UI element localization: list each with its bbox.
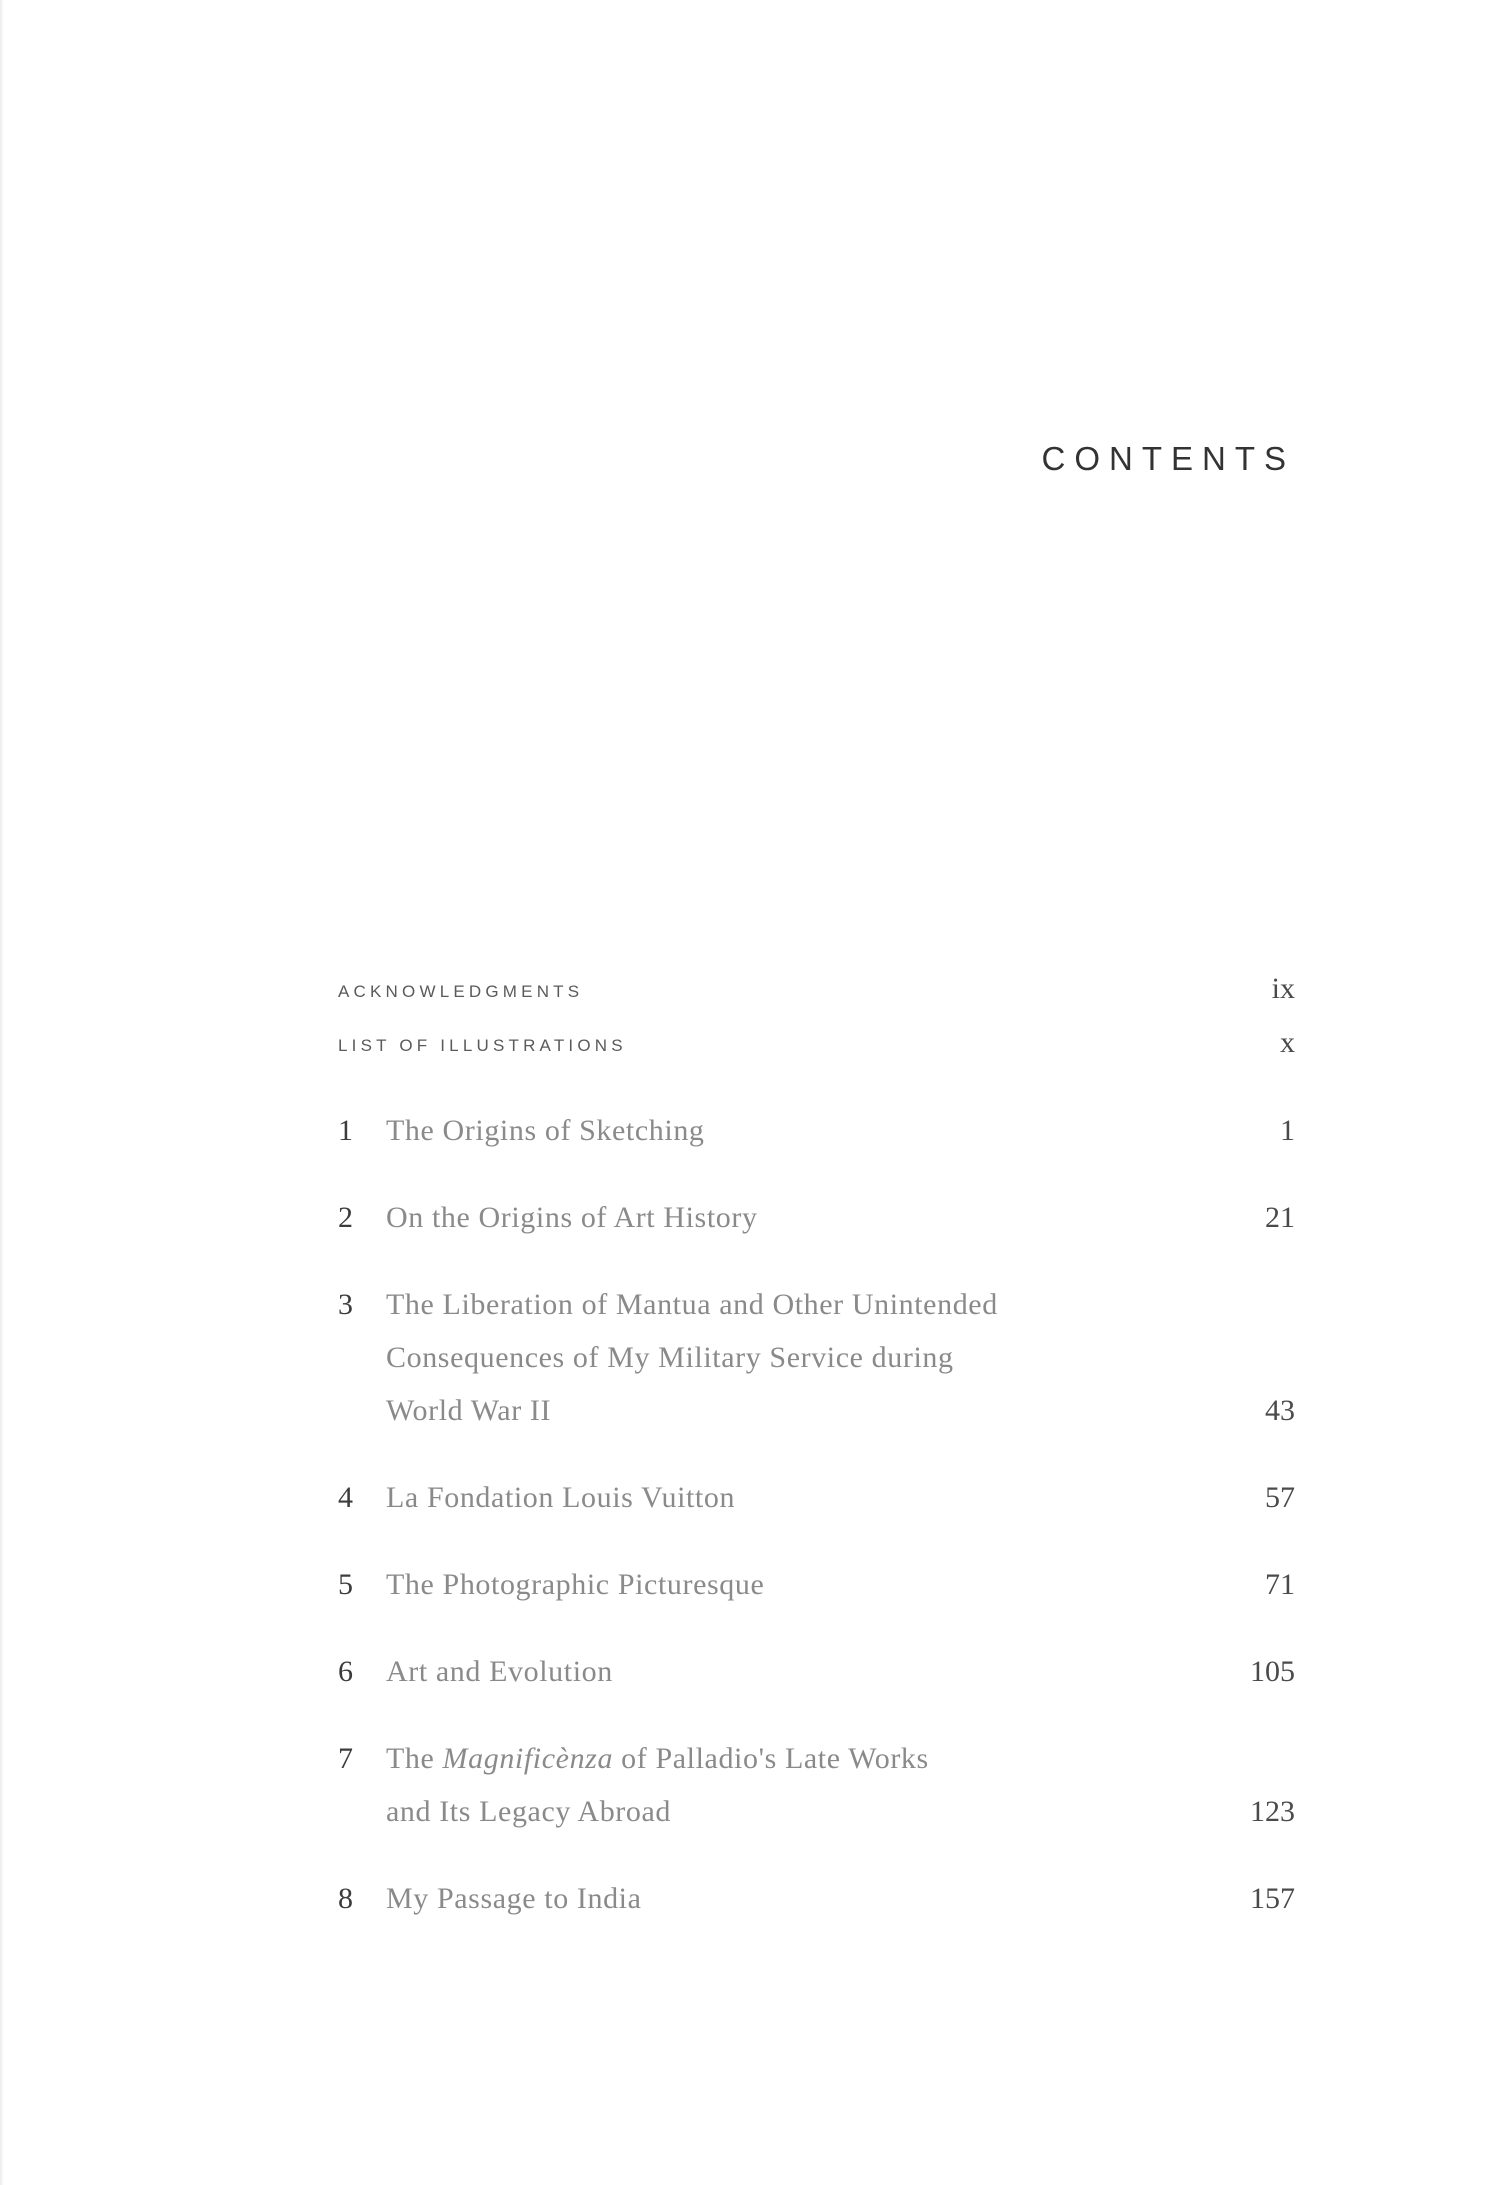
toc-entry-chapter-8[interactable] [338, 1872, 1295, 1925]
page-number: 71 [1265, 1568, 1295, 1601]
chapter-title-line: The Liberation of Mantua and Other Unintended [386, 1288, 998, 1321]
chapter-number: 5 [338, 1568, 353, 1601]
page-number: 1 [1280, 1114, 1295, 1147]
toc-entry-chapter-1[interactable] [338, 1104, 1295, 1157]
toc-entry-list-of-illustrations[interactable] [338, 1022, 1295, 1062]
chapter-title: On the Origins of Art History [386, 1201, 758, 1234]
page-number: 105 [1250, 1655, 1295, 1688]
toc-entry-chapter-3[interactable] [338, 1278, 1295, 1437]
page-number: 57 [1265, 1481, 1295, 1514]
chapter-title-line: and Its Legacy Abroad [386, 1795, 672, 1828]
toc-entry-chapter-7[interactable] [338, 1732, 1295, 1838]
front-matter-label: ACKNOWLEDGMENTS [338, 982, 584, 1001]
chapter-title [386, 1732, 1106, 1838]
chapter-title-line: Consequences of My Military Service during [386, 1341, 954, 1374]
toc-entry-chapter-5[interactable] [338, 1558, 1295, 1611]
title-text: The [386, 1742, 443, 1775]
front-matter-label: LIST OF ILLUSTRATIONS [338, 1036, 627, 1055]
chapter-title-line [386, 1732, 1106, 1785]
chapter-title: The Origins of Sketching [386, 1114, 705, 1147]
toc-entry-acknowledgments[interactable] [338, 968, 1295, 1008]
page-number: 43 [1265, 1394, 1295, 1427]
page-number: 157 [1250, 1882, 1295, 1915]
chapter-number: 2 [338, 1201, 353, 1234]
chapter-number: 8 [338, 1882, 353, 1915]
toc-entry-chapter-2[interactable] [338, 1191, 1295, 1244]
page-number: ix [1271, 972, 1295, 1005]
chapter-number: 7 [338, 1742, 353, 1775]
contents-heading: CONTENTS [1041, 440, 1295, 477]
chapter-number: 3 [338, 1288, 353, 1321]
chapter-title: My Passage to India [386, 1882, 642, 1915]
chapter-title [386, 1278, 1106, 1437]
toc-entry-chapter-6[interactable] [338, 1645, 1295, 1698]
chapter-number: 1 [338, 1114, 353, 1147]
chapter-number: 4 [338, 1481, 353, 1514]
title-italic-text: Magnificènza [442, 1742, 614, 1775]
page-edge-shadow [0, 0, 4, 2185]
toc-entry-chapter-4[interactable] [338, 1471, 1295, 1524]
title-text: of Palladio's Late Works [613, 1742, 929, 1775]
page-number: x [1280, 1026, 1295, 1059]
chapter-number: 6 [338, 1655, 353, 1688]
chapter-title: The Photographic Picturesque [386, 1568, 765, 1601]
page-number: 21 [1265, 1201, 1295, 1234]
chapter-title-line: World War II [386, 1394, 552, 1427]
chapter-title: La Fondation Louis Vuitton [386, 1481, 736, 1514]
page-number: 123 [1250, 1795, 1295, 1828]
chapter-title: Art and Evolution [386, 1655, 613, 1688]
